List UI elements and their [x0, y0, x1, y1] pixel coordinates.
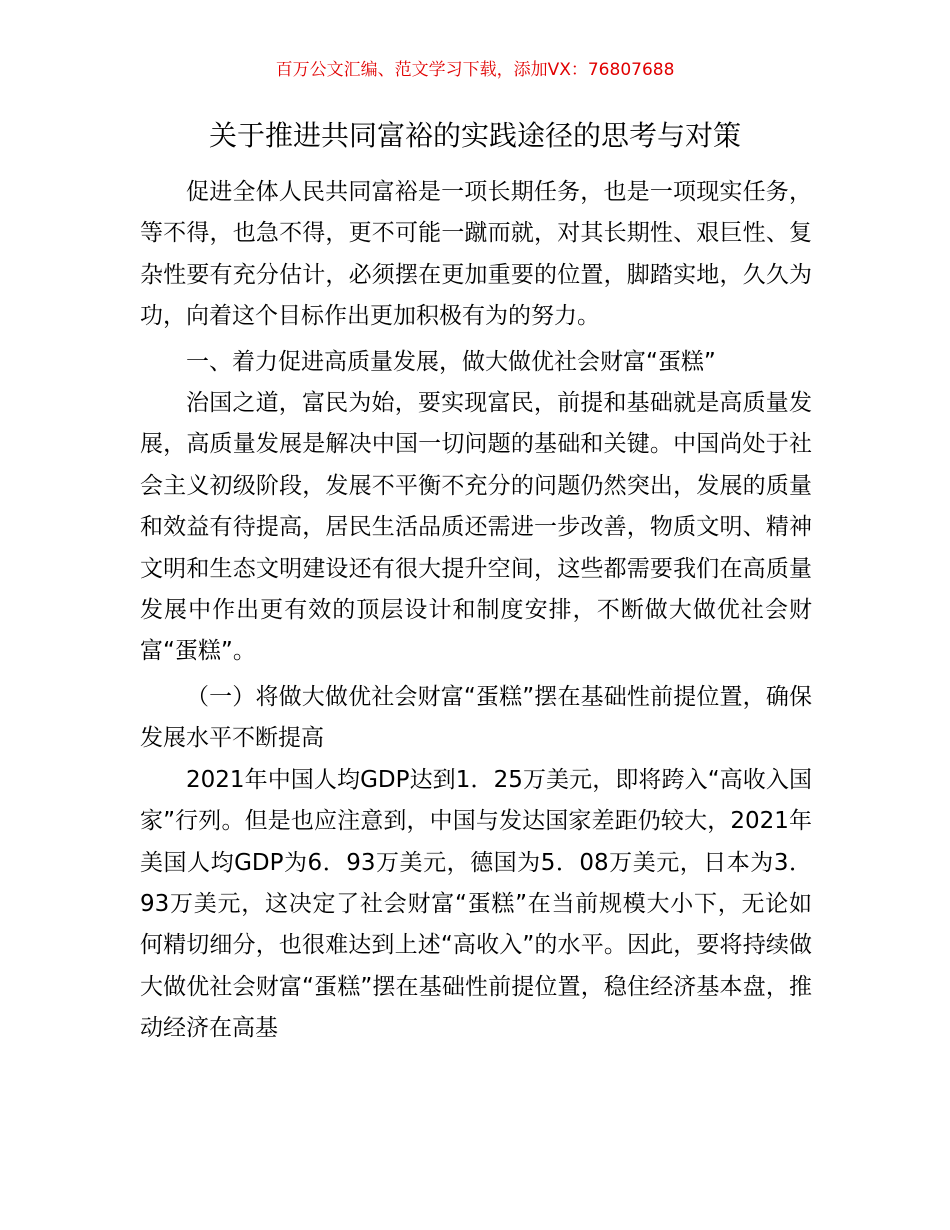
subsection-heading-1: （一）将做大做优社会财富“蛋糕”摆在基础性前提位置，确保发展水平不断提高 [140, 683, 812, 752]
document-body [140, 172, 812, 1050]
section-heading-1: 一、着力促进高质量发展，做大做优社会财富“蛋糕” [186, 348, 716, 375]
paragraph-section-1: 治国之道，富民为始，要实现富民，前提和基础就是高质量发展，高质量发展是解决中国一切问题的基础和关键。中国尚处于社会主义初级阶段，发展不平衡不充分的问题仍然突出，发展的质量和效益有待提高，居民生活品质还需进一步改善，物质文明、精神文明和生态文明建设还有很大提升空间，这些都需要我们在高质量发展中作出更有效的顶层设计和制度安排，不断做大做优社会财富“蛋糕”。 [140, 390, 812, 665]
paragraph-subsection-1: 2021年中国人均GDP达到1．25万美元，即将跨入“高收入国家”行列。但是也应注意到，中国与发达国家差距仍较大，2021年美国人均GDP为6．93万美元，德国为5．08万美元，日本为3．93万美元，这决定了社会财富“蛋糕”在当前规模大小下，无论如何精切细分，也很难达到上述“高收入”的水平。因此，要将持续做大做优社会财富“蛋糕”摆在基础性前提位置，稳住经济基本盘，推动经济在高基 [140, 766, 812, 1042]
paragraph-intro: 促进全体人民共同富裕是一项长期任务，也是一项现实任务，等不得，也急不得，更不可能一蹴而就，对其长期性、艰巨性、复杂性要有充分估计，必须摆在更加重要的位置，脚踏实地，久久为功，向着这个目标作出更加积极有为的努力。 [140, 179, 812, 330]
header-watermark-note: 百万公文汇编、范文学习下载，添加VX：76807688 [275, 60, 675, 80]
document-title: 关于推进共同富裕的实践途径的思考与对策 [208, 119, 741, 152]
